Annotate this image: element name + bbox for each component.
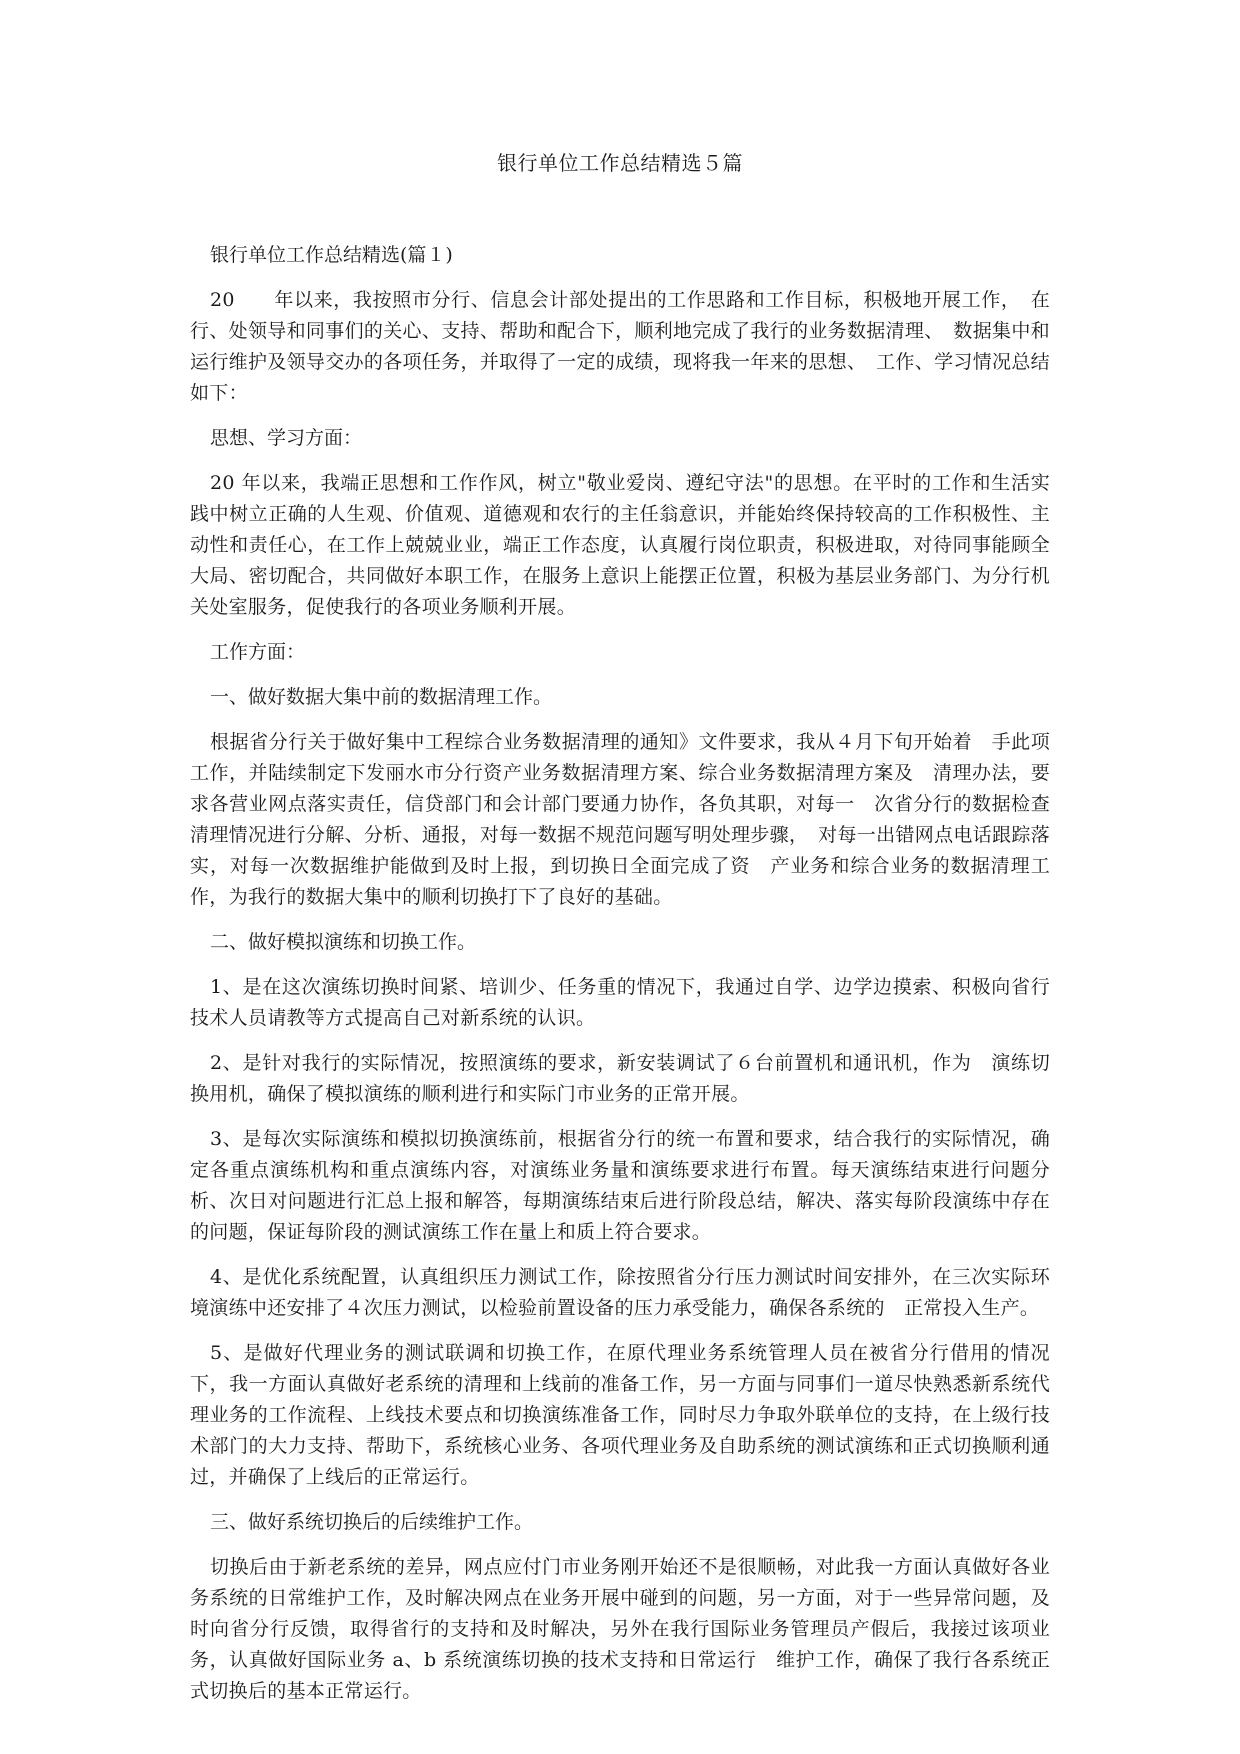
- paragraph: 4、是优化系统配置，认真组织压力测试工作，除按照省分行压力测试时间安排外，在三次实际环境演练中还安排了４次压力测试，以检验前置设备的压力承受能力，确保各系统的 正常投入生产。: [190, 1266, 1050, 1319]
- section-heading: 思想、学习方面：: [210, 427, 363, 449]
- paragraph: 根据省分行关于做好集中工程综合业务数据清理的通知》文件要求，我从４月下旬开始着 手此项工作，并陆续制定下发丽水市分行资产业务数据清理方案、综合业务数据清理方案及 清理办法，要求各营业网点落实责任，信贷部门和会计部门要通力协作，各负其职，对每一 次省分行的数据检查清理情况进行分解、分析、通报，对每一数据不规范问题写明处理步骤， 对每一出错网点电话跟踪落实，对每一次数据维护能做到及时上报，到切换日全面完成了资 产业务和综合业务的数据清理工作，为我行的数据大集中的顺利切换打下了良好的基础。: [190, 731, 1050, 908]
- section-heading: 二、做好模拟演练和切换工作。: [210, 931, 477, 953]
- document-body: [190, 240, 1050, 1721]
- section-heading: 一、做好数据大集中前的数据清理工作。: [210, 686, 553, 708]
- paragraph: 5、是做好代理业务的测试联调和切换工作，在原代理业务系统管理人员在被省分行借用的情况下，我一方面认真做好老系统的清理和上线前的准备工作，另一方面与同事们一道尽快熟悉新系统代理业务的工作流程、上线技术要点和切换演练准备工作，同时尽力争取外联单位的支持，在上级行技术部门的大力支持、帮助下，系统核心业务、各项代理业务及自助系统的测试演练和正式切换顺利通过，并确保了上线后的正常运行。: [190, 1342, 1050, 1488]
- document-title: 银行单位工作总结精选５篇: [497, 151, 743, 175]
- section-heading: 银行单位工作总结精选(篇１): [210, 244, 453, 266]
- document-page: [190, 0, 1050, 1754]
- section-heading: 三、做好系统切换后的后续维护工作。: [210, 1511, 534, 1533]
- paragraph: 20 年以来，我按照市分行、信息会计部处提出的工作思路和工作目标，积极地开展工作， 在行、处领导和同事们的关心、支持、帮助和配合下，顺利地完成了我行的业务数据清理、 数据集中和运行维护及领导交办的各项任务，并取得了一定的成绩，现将我一年来的思想、 工作、学习情况总结如下：: [190, 289, 1050, 404]
- paragraph: 2、是针对我行的实际情况，按照演练的要求，新安装调试了６台前置机和通讯机，作为 演练切换用机，确保了模拟演练的顺利进行和实际门市业务的正常开展。: [190, 1052, 1050, 1105]
- section-heading: 工作方面：: [210, 641, 306, 663]
- paragraph: 3、是每次实际演练和模拟切换演练前，根据省分行的统一布置和要求，结合我行的实际情况，确定各重点演练机构和重点演练内容，对演练业务量和演练要求进行布置。每天演练结束进行问题分析、次日对问题进行汇总上报和解答，每期演练结束后进行阶段总结，解决、落实每阶段演练中存在的问题，保证每阶段的测试演练工作在量上和质上符合要求。: [190, 1128, 1050, 1243]
- paragraph: 20 年以来，我端正思想和工作作风，树立"敬业爱岗、遵纪守法"的思想。在平时的工作和生活实践中树立正确的人生观、价值观、道德观和农行的主任翁意识，并能始终保持较高的工作积极性、主动性和责任心，在工作上兢兢业业，端正工作态度，认真履行岗位职责，积极进取，对待同事能顾全大局、密切配合，共同做好本职工作，在服务上意识上能摆正位置，积极为基层业务部门、为分行机关处室服务，促使我行的各项业务顺利开展。: [190, 472, 1050, 618]
- paragraph: 1、是在这次演练切换时间紧、培训少、任务重的情况下，我通过自学、边学边摸索、积极向省行技术人员请教等方式提高自己对新系统的认识。: [190, 976, 1050, 1029]
- paragraph: 切换后由于新老系统的差异，网点应付门市业务刚开始还不是很顺畅，对此我一方面认真做好各业务系统的日常维护工作，及时解决网点在业务开展中碰到的问题，另一方面，对于一些异常问题，及时向省分行反馈，取得省行的支持和及时解决，另外在我行国际业务管理员产假后，我接过该项业务，认真做好国际业务 a、b 系统演练切换的技术支持和日常运行 维护工作，确保了我行各系统正式切换后的基本正常运行。: [190, 1556, 1050, 1702]
